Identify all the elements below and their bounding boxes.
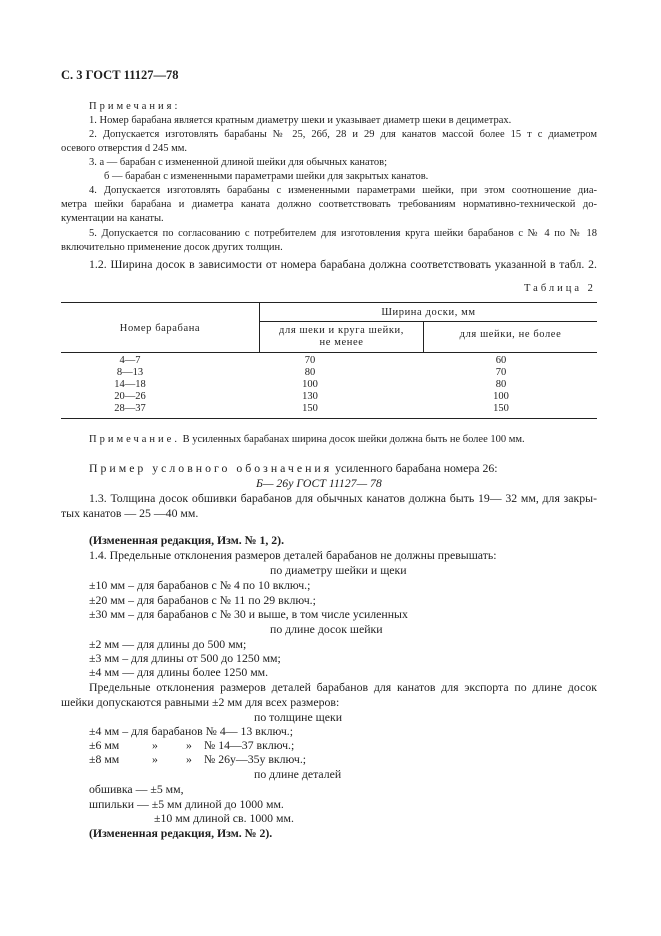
- note-3b: б — барабан с измененными параметрами шейки для закрытых канатов.: [104, 171, 429, 182]
- note-4-line3: кументации на канаты.: [61, 213, 164, 224]
- cell-width-cheek: 70: [304, 355, 316, 366]
- col-header-neck: для шейки, не более: [459, 329, 562, 340]
- deviation-text: – для барабанов № 4— 13 включ.;: [122, 724, 293, 738]
- table-caption: Таблица 2: [524, 283, 596, 294]
- note-2-line1: 2. Допускается изготовлять барабаны № 25, 26б, 28 и 29 для канатов массой более 15 т с диаметром: [89, 129, 597, 140]
- cell-width-neck: 100: [493, 391, 509, 402]
- note-1: 1. Номер барабана является кратным диаметру шеки и указывает диаметр шеки в дециметрах.: [89, 115, 512, 126]
- cell-width-cheek: 130: [302, 391, 318, 402]
- deviation-diameter-item: ±20 мм – для барабанов с № 11 по 29 включ.;: [89, 593, 316, 607]
- group-header-width: Ширина доски, мм: [381, 307, 476, 318]
- table-group-rule: [259, 321, 597, 322]
- ditto-mark: »: [152, 752, 158, 766]
- deviation-diameter-heading: по диаметру шейки и щеки: [270, 563, 407, 577]
- paragraph-1-4: 1.4. Предельные отклонения размеров деталей барабанов не должны превышать:: [89, 548, 497, 562]
- deviation-text: № 26у—35у включ.;: [204, 752, 307, 766]
- deviation-length-item: ±4 мм — для длины более 1250 мм.: [89, 665, 269, 679]
- deviation-length-item: ±3 мм – для длины от 500 до 1250 мм;: [89, 651, 281, 665]
- paragraph-1-2: 1.2. Ширина досок в зависимости от номера барабана должна соответствовать указанной в табл. 2.: [89, 257, 597, 271]
- deviation-parts-item: ±10 мм длиной св. 1000 мм.: [154, 811, 294, 825]
- revision-note-1: (Измененная редакция, Изм. № 1, 2).: [89, 533, 285, 547]
- deviation-diameter-item: ±30 мм – для барабанов с № 30 и выше, в том числе усиленных: [89, 607, 408, 621]
- ditto-mark: »: [186, 752, 192, 766]
- table-note: [89, 434, 525, 445]
- cell-num: 8—13: [116, 367, 144, 378]
- cell-num: 4—7: [119, 355, 141, 366]
- note-4-line1: 4. Допускается изготовлять барабаны с измененными параметрами шейки, при этом соотношение диа-: [89, 185, 597, 196]
- cell-num: 28—37: [114, 403, 146, 414]
- table-note-label: Примечание.: [89, 434, 180, 445]
- note-5-line2: включительно применение досок других толщин.: [61, 242, 283, 253]
- table-top-rule: [61, 302, 597, 303]
- cell-width-neck: 70: [495, 367, 507, 378]
- note-2-line2: осевого отверстия d 245 мм.: [61, 143, 188, 154]
- table-header-rule: [61, 352, 597, 353]
- paragraph-1-3-line1: 1.3. Толщина досок обшивки барабанов для обычных канатов должна быть 19— 32 мм, для закры-: [89, 491, 597, 505]
- page-header: С. 3 ГОСТ 11127—78: [61, 68, 179, 82]
- cell-num: 14—18: [114, 379, 146, 390]
- ditto-mark: »: [186, 738, 192, 752]
- deviation-value: ±8 мм: [89, 752, 120, 766]
- note-4-line2: метра шейки барабана и диаметра каната должно соответствовать требованиям нормативно-технической до-: [61, 199, 597, 210]
- col-header-drum-number: Номер барабана: [119, 323, 201, 334]
- example-text: усиленного барабана номера 26:: [335, 461, 498, 475]
- export-paragraph-line2: шейки допускаются равными ±2 мм для всех размеров:: [61, 695, 340, 709]
- deviation-value: ±6 мм: [89, 738, 120, 752]
- note-3a: 3. а — барабан с измененной длиной шейки для обычных канатов;: [89, 157, 388, 168]
- col-header-cheek: для шеки и круга шейки,: [279, 325, 404, 336]
- note-5-line1: 5. Допускается по согласованию с потребителем для изготовления круга шейки барабанов с № 4 по № 18: [89, 228, 597, 239]
- notes-title: Примечания:: [89, 101, 181, 112]
- cell-width-neck: 80: [495, 379, 507, 390]
- cell-width-neck: 60: [495, 355, 507, 366]
- deviation-thickness-item: [89, 752, 349, 767]
- table-note-text: В усиленных барабанах ширина досок шейки должна быть не более 100 мм.: [182, 434, 525, 445]
- deviation-text: № 14—37 включ.;: [204, 738, 295, 752]
- col-header-cheek-sub: не менее: [319, 337, 364, 348]
- cell-width-neck: 150: [493, 403, 509, 414]
- cell-width-cheek: 150: [302, 403, 318, 414]
- deviation-thickness-item: [89, 724, 293, 739]
- cell-num: 20—26: [114, 391, 146, 402]
- deviation-value: ±4 мм: [89, 724, 120, 738]
- example-designation: Б— 26у ГОСТ 11127— 78: [256, 476, 382, 490]
- example-label: Пример условного обозначения: [89, 461, 333, 475]
- paragraph-1-3-line2: тых канатов — 25 —40 мм.: [61, 506, 199, 520]
- table-bottom-rule: [61, 418, 597, 419]
- deviation-parts-item: обшивка — ±5 мм,: [89, 782, 184, 796]
- ditto-mark: »: [152, 738, 158, 752]
- deviation-parts-item: шпильки — ±5 мм длиной до 1000 мм.: [89, 797, 284, 811]
- example-line: [89, 461, 498, 476]
- export-paragraph-line1: Предельные отклонения размеров деталей барабанов для канатов для экспорта по длине досок: [89, 680, 597, 694]
- deviation-thickness-heading: по толщине щеки: [254, 710, 343, 724]
- revision-note-2: (Измененная редакция, Изм. № 2).: [89, 826, 273, 840]
- deviation-length-heading: по длине досок шейки: [270, 622, 383, 636]
- cell-width-cheek: 100: [302, 379, 318, 390]
- deviation-parts-heading: по длине деталей: [254, 767, 342, 781]
- deviation-diameter-item: ±10 мм – для барабанов с № 4 по 10 включ.;: [89, 578, 311, 592]
- deviation-thickness-item: [89, 738, 349, 753]
- deviation-length-item: ±2 мм — для длины до 500 мм;: [89, 637, 247, 651]
- cell-width-cheek: 80: [304, 367, 316, 378]
